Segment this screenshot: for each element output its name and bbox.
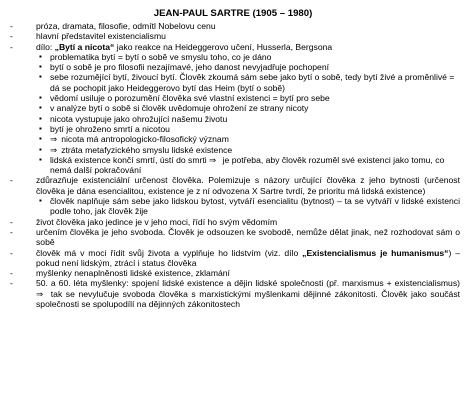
arrow-right-icon: ⇒	[36, 288, 44, 299]
item-text-continued: tak se nevylučuje svoboda člověka s marxistickými myšlenkami dějinné zákonitosti. Člověk jako součást společnosti se spolupodílí na dějinných zákonitostech	[36, 288, 460, 310]
item-text: vědomí usiluje o porozumění člověka své vlastní existenci = bytí pro sebe	[50, 93, 330, 104]
list-item	[6, 124, 460, 134]
item-text: bytí o sobě je pro filosofii nezajímavé, jeho danost nevyjadřuje pochopení	[50, 62, 329, 73]
item-text: hlavní představitel existencialismu	[36, 31, 166, 42]
list-item	[6, 278, 460, 309]
list-item	[6, 93, 460, 103]
item-text: zdůrazňuje existenciální určenost člověka. Polemizuje s názory určující člověka z jeho bytnosti (určenost člověka je dána esencialitou, existence je z ní odvozena X Sartre tvrdí, že prioritu má lidská existence)	[36, 175, 460, 196]
item-bold-text: „Bytí a nicota“	[54, 41, 115, 52]
item-text: nicota má antropologicko-filosofický význam	[61, 134, 229, 145]
list-item	[6, 227, 460, 248]
list-item	[6, 217, 460, 227]
item-text: 50. a 60. léta myšlenky: spojení lidské existence a dějin lidské společnosti (př. marxismus + existencialismus)	[36, 278, 460, 289]
item-text: nicota vystupuje jako ohrožující našemu životu	[50, 113, 228, 124]
item-bold-text: „Existencialismus je humanismus“	[302, 247, 449, 258]
item-text: próza, dramata, filosofie, odmítl Nobelovu cenu	[36, 21, 216, 31]
list-item	[6, 31, 460, 41]
document-title: JEAN-PAUL SARTRE (1905 – 1980)	[153, 8, 313, 19]
list-item	[6, 196, 460, 217]
item-text: myšlenky nenaplněnosti lidské existence, zklamání	[36, 268, 230, 279]
arrow-right-icon: ⇒	[50, 144, 58, 155]
item-text: ztráta metafyzického smyslu lidské existence	[61, 144, 233, 155]
list-item	[6, 72, 460, 93]
item-text: sebe rozumějící bytí, živoucí bytí. Člověk zkoumá sám sebe jako bytí o sobě, tedy bytí živé a proměnlivé = dá se pochopit jako Heideggerovo bytí das Heim (bytí o sobě)	[50, 72, 455, 93]
list-item	[6, 114, 460, 124]
list-item	[6, 145, 460, 155]
bullet-list	[6, 21, 460, 309]
list-item	[6, 248, 460, 269]
item-text: jako reakce na Heideggerovo učení, Husserla, Bergsona	[114, 41, 333, 52]
list-item	[6, 21, 460, 31]
arrow-right-icon: ⇒	[209, 154, 217, 165]
list-item	[6, 62, 460, 72]
item-text: v analýze bytí o sobě si člověk uvědomuje ohrožení ze strany nicoty	[50, 103, 309, 114]
list-item	[6, 42, 460, 52]
list-item	[6, 268, 460, 278]
item-text-continued: ) – pokud není lidským, ztrácí i status člověka	[36, 247, 460, 268]
item-text-continued: je potřeba, aby člověk rozuměl své existenci jako tomu, co nemá další pokračování	[50, 154, 445, 176]
list-item	[6, 175, 460, 196]
item-text: bytí je ohroženo smrtí a nicotou	[50, 123, 170, 134]
item-prefix: dílo:	[36, 41, 55, 52]
item-text: lidská existence končí smrtí, ústí do smrti	[50, 154, 210, 165]
item-text: život člověka jako jedince je v jeho moci, řídí ho svým vědomím	[36, 216, 278, 227]
arrow-right-icon: ⇒	[50, 134, 58, 145]
list-item	[6, 52, 460, 62]
list-item	[6, 103, 460, 113]
item-text: člověk má v moci řídit svůj života a vyplňuje ho lidstvím (viz. dílo	[36, 247, 303, 258]
item-text: určením člověka je jeho svoboda. Člověk je odsouzen ke svobodě, nemůže dělat jinak, než rozhodovat sám o sobě	[36, 226, 460, 248]
item-text: problematika bytí = bytí o sobě ve smyslu toho, co je dáno	[50, 51, 272, 62]
list-item	[6, 155, 460, 176]
list-item	[6, 134, 460, 144]
item-text: člověk naplňuje sám sebe jako lidskou bytost, vytváří esencialitu (bytnost) – ta se vytváří v lidské existenci podle toho, jak člověk žije	[50, 196, 460, 217]
